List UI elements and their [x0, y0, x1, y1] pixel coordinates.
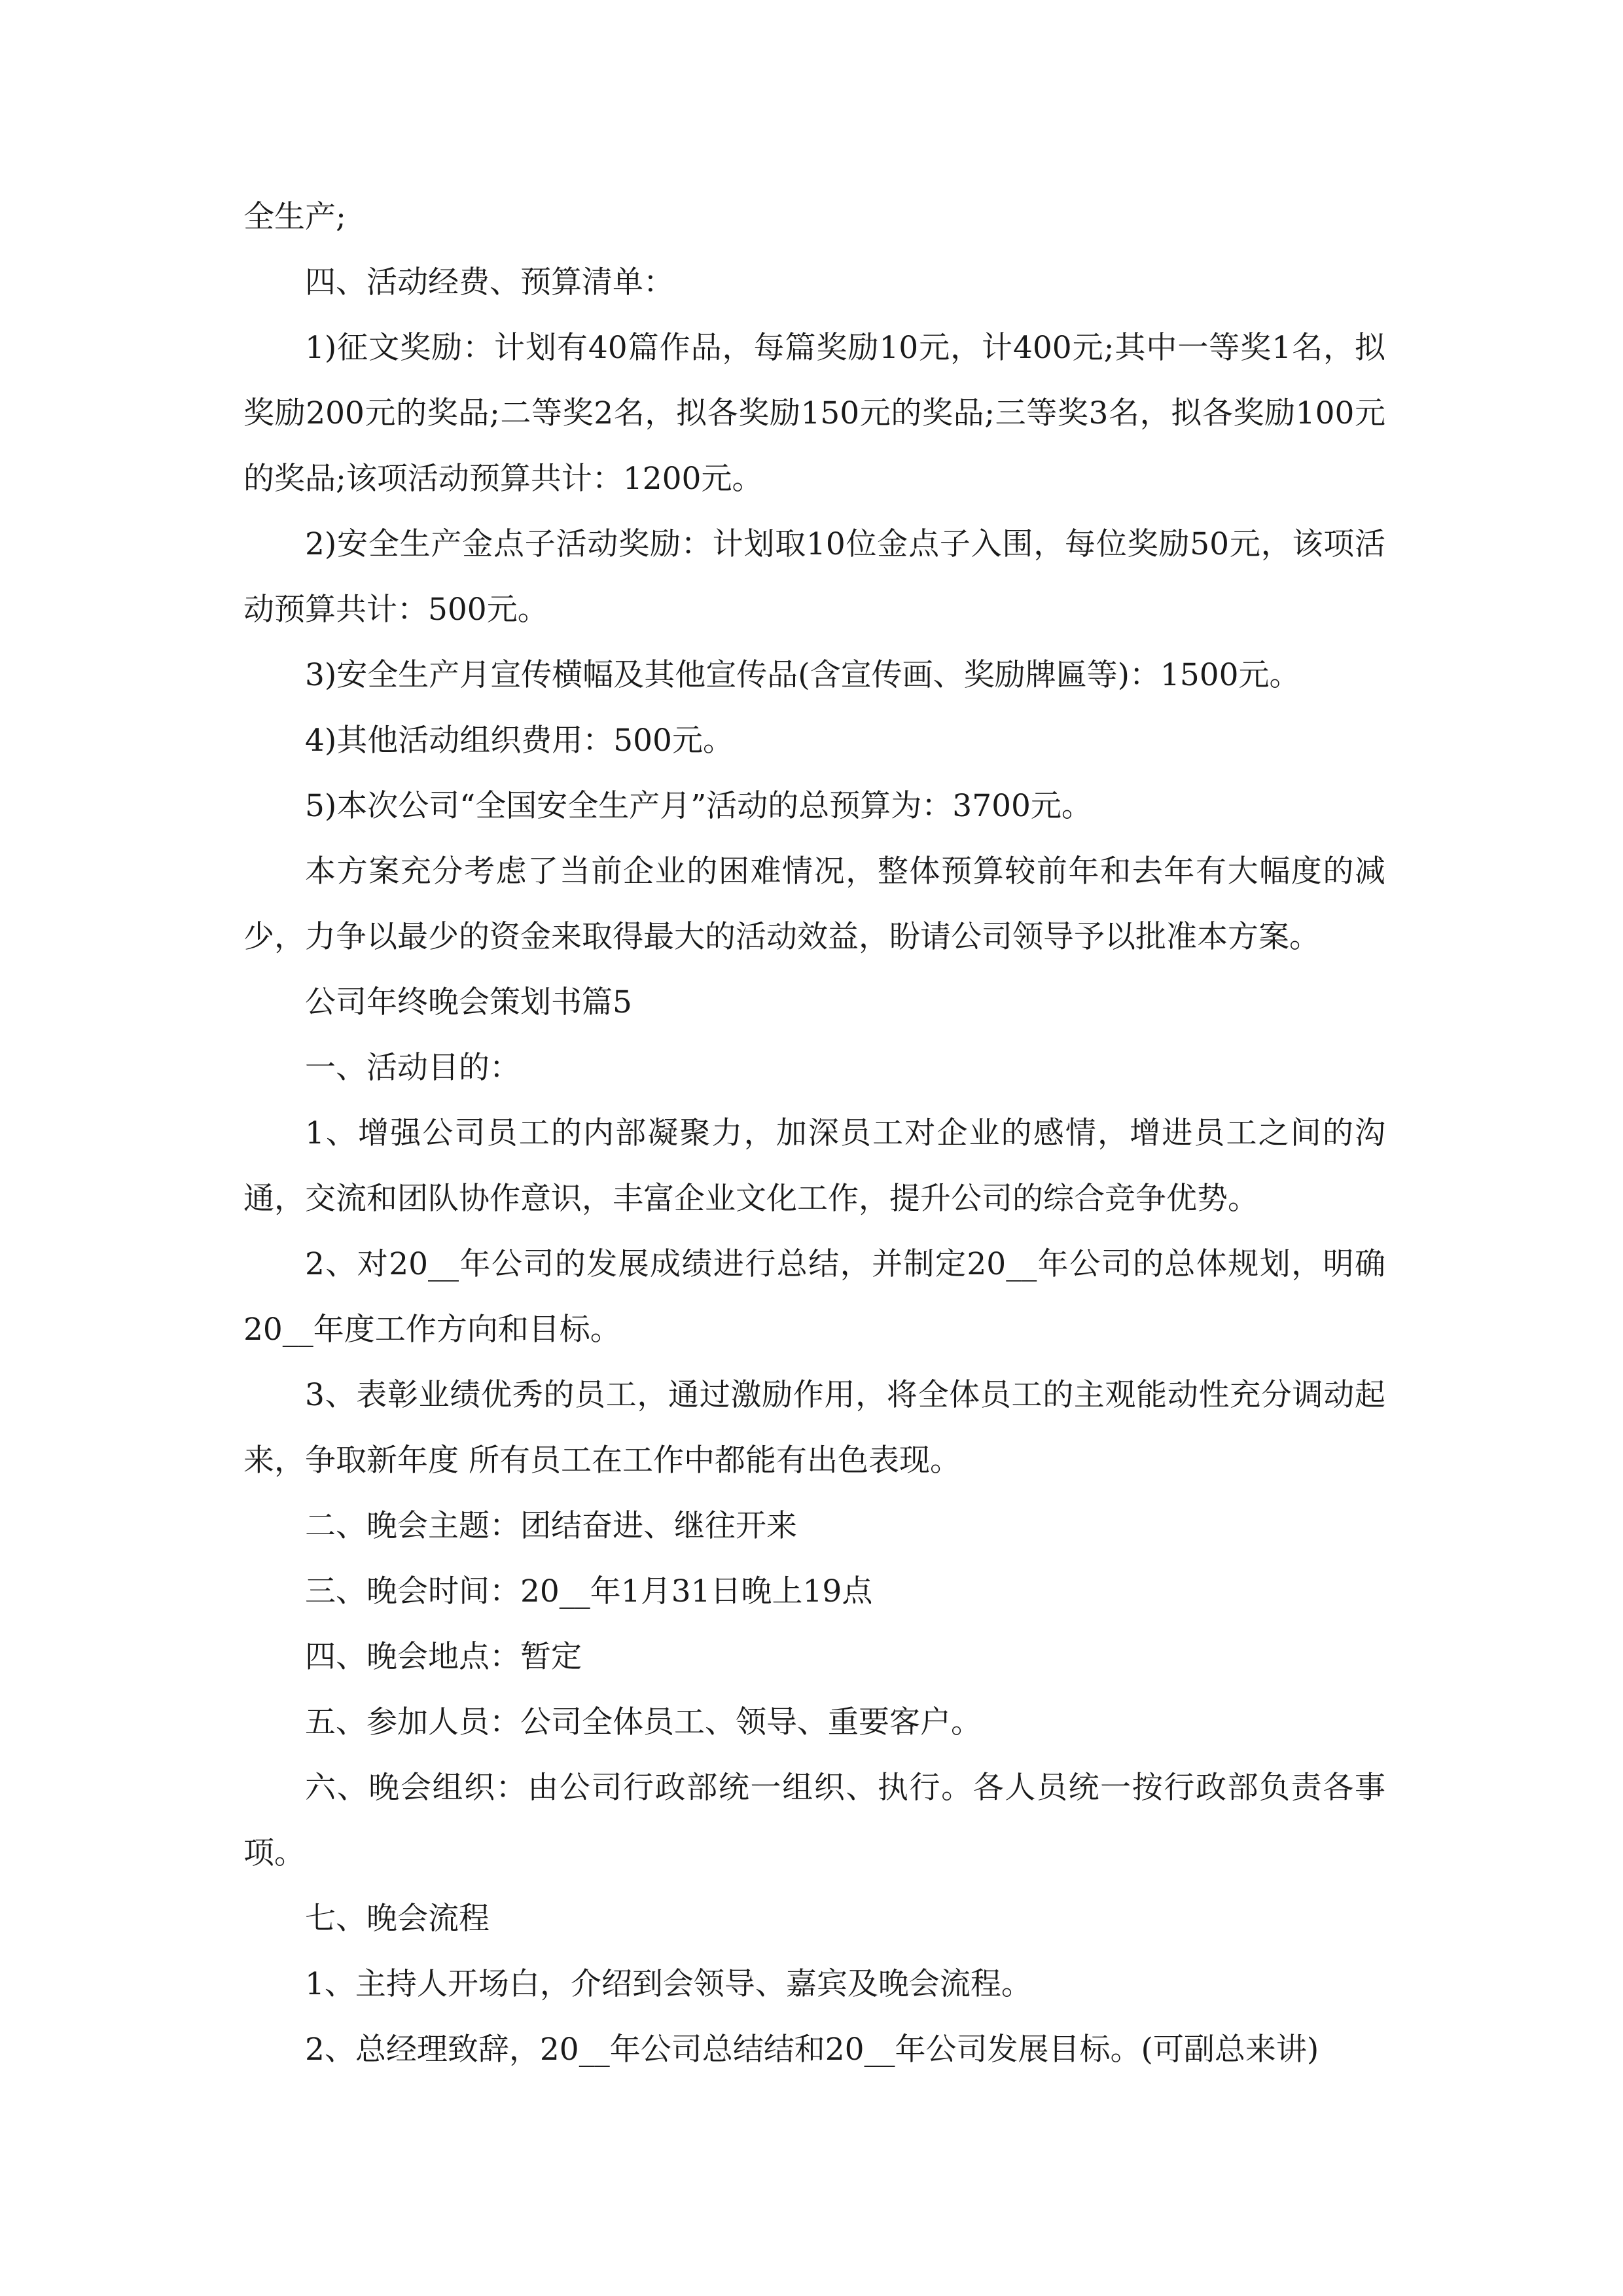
list-item-purpose-2: 2、对20__年公司的发展成绩进行总结，并制定20__年公司的总体规划，明确20__年度工作方向和目标。	[243, 1246, 1385, 1348]
list-item-process-2: 2、总经理致辞，20__年公司总结结和20__年公司发展目标。(可副总来讲)	[305, 2032, 1319, 2068]
list-item-essay-award: 1)征文奖励：计划有40篇作品，每篇奖励10元，计400元;其中一等奖1名，拟奖励200元的奖品;二等奖2名，拟各奖励150元的奖品;三等奖3名，拟各奖励100元的奖品;该项活动预算共计：1200元。	[243, 330, 1385, 497]
list-item-promo-materials: 3)安全生产月宣传横幅及其他宣传品(含宣传画、奖励牌匾等)：1500元。	[305, 657, 1300, 693]
list-item-other-costs: 4)其他活动组织费用：500元。	[305, 723, 734, 759]
section-heading-participants: 五、参加人员：公司全体员工、领导、重要客户。	[305, 1704, 982, 1740]
paragraph-continuation: 全生产;	[243, 199, 346, 235]
article-title: 公司年终晚会策划书篇5	[305, 984, 632, 1020]
document-body	[243, 185, 1385, 2083]
section-heading-location: 四、晚会地点：暂定	[305, 1639, 582, 1675]
section-heading-purpose: 一、活动目的：	[305, 1050, 520, 1086]
list-item-process-1: 1、主持人开场白，介绍到会领导、嘉宾及晚会流程。	[305, 1966, 1032, 2002]
section-heading-theme: 二、晚会主题：团结奋进、继往开来	[305, 1508, 797, 1544]
paragraph-summary: 本方案充分考虑了当前企业的困难情况，整体预算较前年和去年有大幅度的减少，力争以最少的资金来取得最大的活动效益，盼请公司领导予以批准本方案。	[243, 853, 1385, 955]
section-heading-time: 三、晚会时间：20__年1月31日晚上19点	[305, 1573, 873, 1609]
section-heading-process: 七、晚会流程	[305, 1901, 490, 1937]
list-item-idea-award: 2)安全生产金点子活动奖励：计划取10位金点子入围，每位奖励50元，该项活动预算共计：500元。	[243, 526, 1385, 628]
list-item-total-budget: 5)本次公司“全国安全生产月”活动的总预算为：3700元。	[305, 788, 1092, 824]
list-item-purpose-1: 1、增强公司员工的内部凝聚力，加深员工对企业的感情，增进员工之间的沟通，交流和团队协作意识，丰富企业文化工作，提升公司的综合竞争优势。	[243, 1115, 1385, 1217]
section-heading-budget: 四、活动经费、预算清单：	[305, 264, 674, 300]
section-heading-organization: 六、晚会组织：由公司行政部统一组织、执行。各人员统一按行政部负责各事项。	[243, 1770, 1385, 1871]
list-item-purpose-3: 3、表彰业绩优秀的员工，通过激励作用，将全体员工的主观能动性充分调动起来，争取新年度 所有员工在工作中都能有出色表现。	[243, 1377, 1385, 1479]
